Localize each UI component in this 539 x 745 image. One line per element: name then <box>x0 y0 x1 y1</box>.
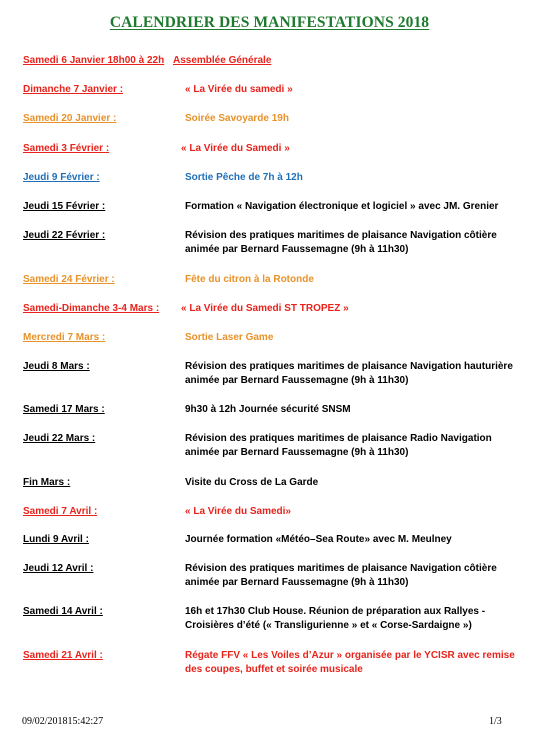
event-date: Samedi 7 Avril : <box>23 506 98 517</box>
event-description: Sortie Pêche de 7h à 12h <box>185 172 303 183</box>
event-date: Samedi 14 Avril : <box>23 606 103 617</box>
event-date: Samedi 21 Avril : <box>23 650 103 661</box>
event-description: Révision des pratiques maritimes de plaisance Navigation hauturière animée par Bernard Faussemagne (9h à 11h30) <box>185 361 513 386</box>
event-date: Samedi-Dimanche 3-4 Mars : <box>23 303 160 314</box>
event-description: « La Virée du Samedi» <box>185 506 291 517</box>
event-description: 16h et 17h30 Club House. Réunion de préparation aux Rallyes - Croisières d’été (« Transligurienne » et « Corse-Sardaigne ») <box>185 606 486 631</box>
event-date: Samedi 6 Janvier 18h00 à 22h <box>23 55 165 66</box>
event-description: Soirée Savoyarde 19h <box>185 113 289 124</box>
event-description: Révision des pratiques maritimes de plaisance Navigation côtière animée par Bernard Faussemagne (9h à 11h30) <box>185 230 497 255</box>
event-date: Jeudi 22 Mars : <box>23 433 96 444</box>
event-description: Journée formation «Météo–Sea Route» avec M. Meulney <box>185 534 452 545</box>
event-description: « La Virée du samedi » <box>185 84 293 95</box>
event-description: 9h30 à 12h Journée sécurité SNSM <box>185 404 351 415</box>
event-date: Jeudi 9 Février : <box>23 172 100 183</box>
event-date: Samedi 3 Février : <box>23 143 110 154</box>
footer-page-number: 1/3 <box>489 716 502 727</box>
event-date: Mercredi 7 Mars : <box>23 332 106 343</box>
event-description: Révision des pratiques maritimes de plaisance Navigation côtière animée par Bernard Faussemagne (9h à 11h30) <box>185 563 497 588</box>
event-date: Samedi 24 Février : <box>23 274 115 285</box>
footer-timestamp: 09/02/201815:42:27 <box>22 716 104 727</box>
event-date: Samedi 17 Mars : <box>23 404 105 415</box>
event-description: Visite du Cross de La Garde <box>185 477 319 488</box>
event-date: Dimanche 7 Janvier : <box>23 84 124 95</box>
event-date: Lundi 9 Avril : <box>23 534 89 545</box>
event-description: Formation « Navigation électronique et logiciel » avec JM. Grenier <box>185 201 499 212</box>
event-date: Samedi 20 Janvier : <box>23 113 117 124</box>
event-description: « La Virée du Samedi » <box>181 143 290 154</box>
event-date: Jeudi 8 Mars : <box>23 361 90 372</box>
event-description: Fête du citron à la Rotonde <box>185 274 314 285</box>
event-description: Révision des pratiques maritimes de plaisance Radio Navigation animée par Bernard Faussemagne (9h à 11h30) <box>185 433 492 458</box>
event-date: Jeudi 22 Février : <box>23 230 106 241</box>
event-description: Régate FFV « Les Voiles d’Azur » organisée par le YCISR avec remise des coupes, buffet et soirée musicale <box>185 650 515 675</box>
event-description: Sortie Laser Game <box>185 332 274 343</box>
event-date: Fin Mars : <box>23 477 71 488</box>
event-description: Assemblée Générale <box>173 55 272 66</box>
document-title: CALENDRIER DES MANIFESTATIONS 2018 <box>109 14 430 31</box>
event-date: Jeudi 12 Avril : <box>23 563 94 574</box>
event-description: « La Virée du Samedi ST TROPEZ » <box>181 303 349 314</box>
event-date: Jeudi 15 Février : <box>23 201 106 212</box>
